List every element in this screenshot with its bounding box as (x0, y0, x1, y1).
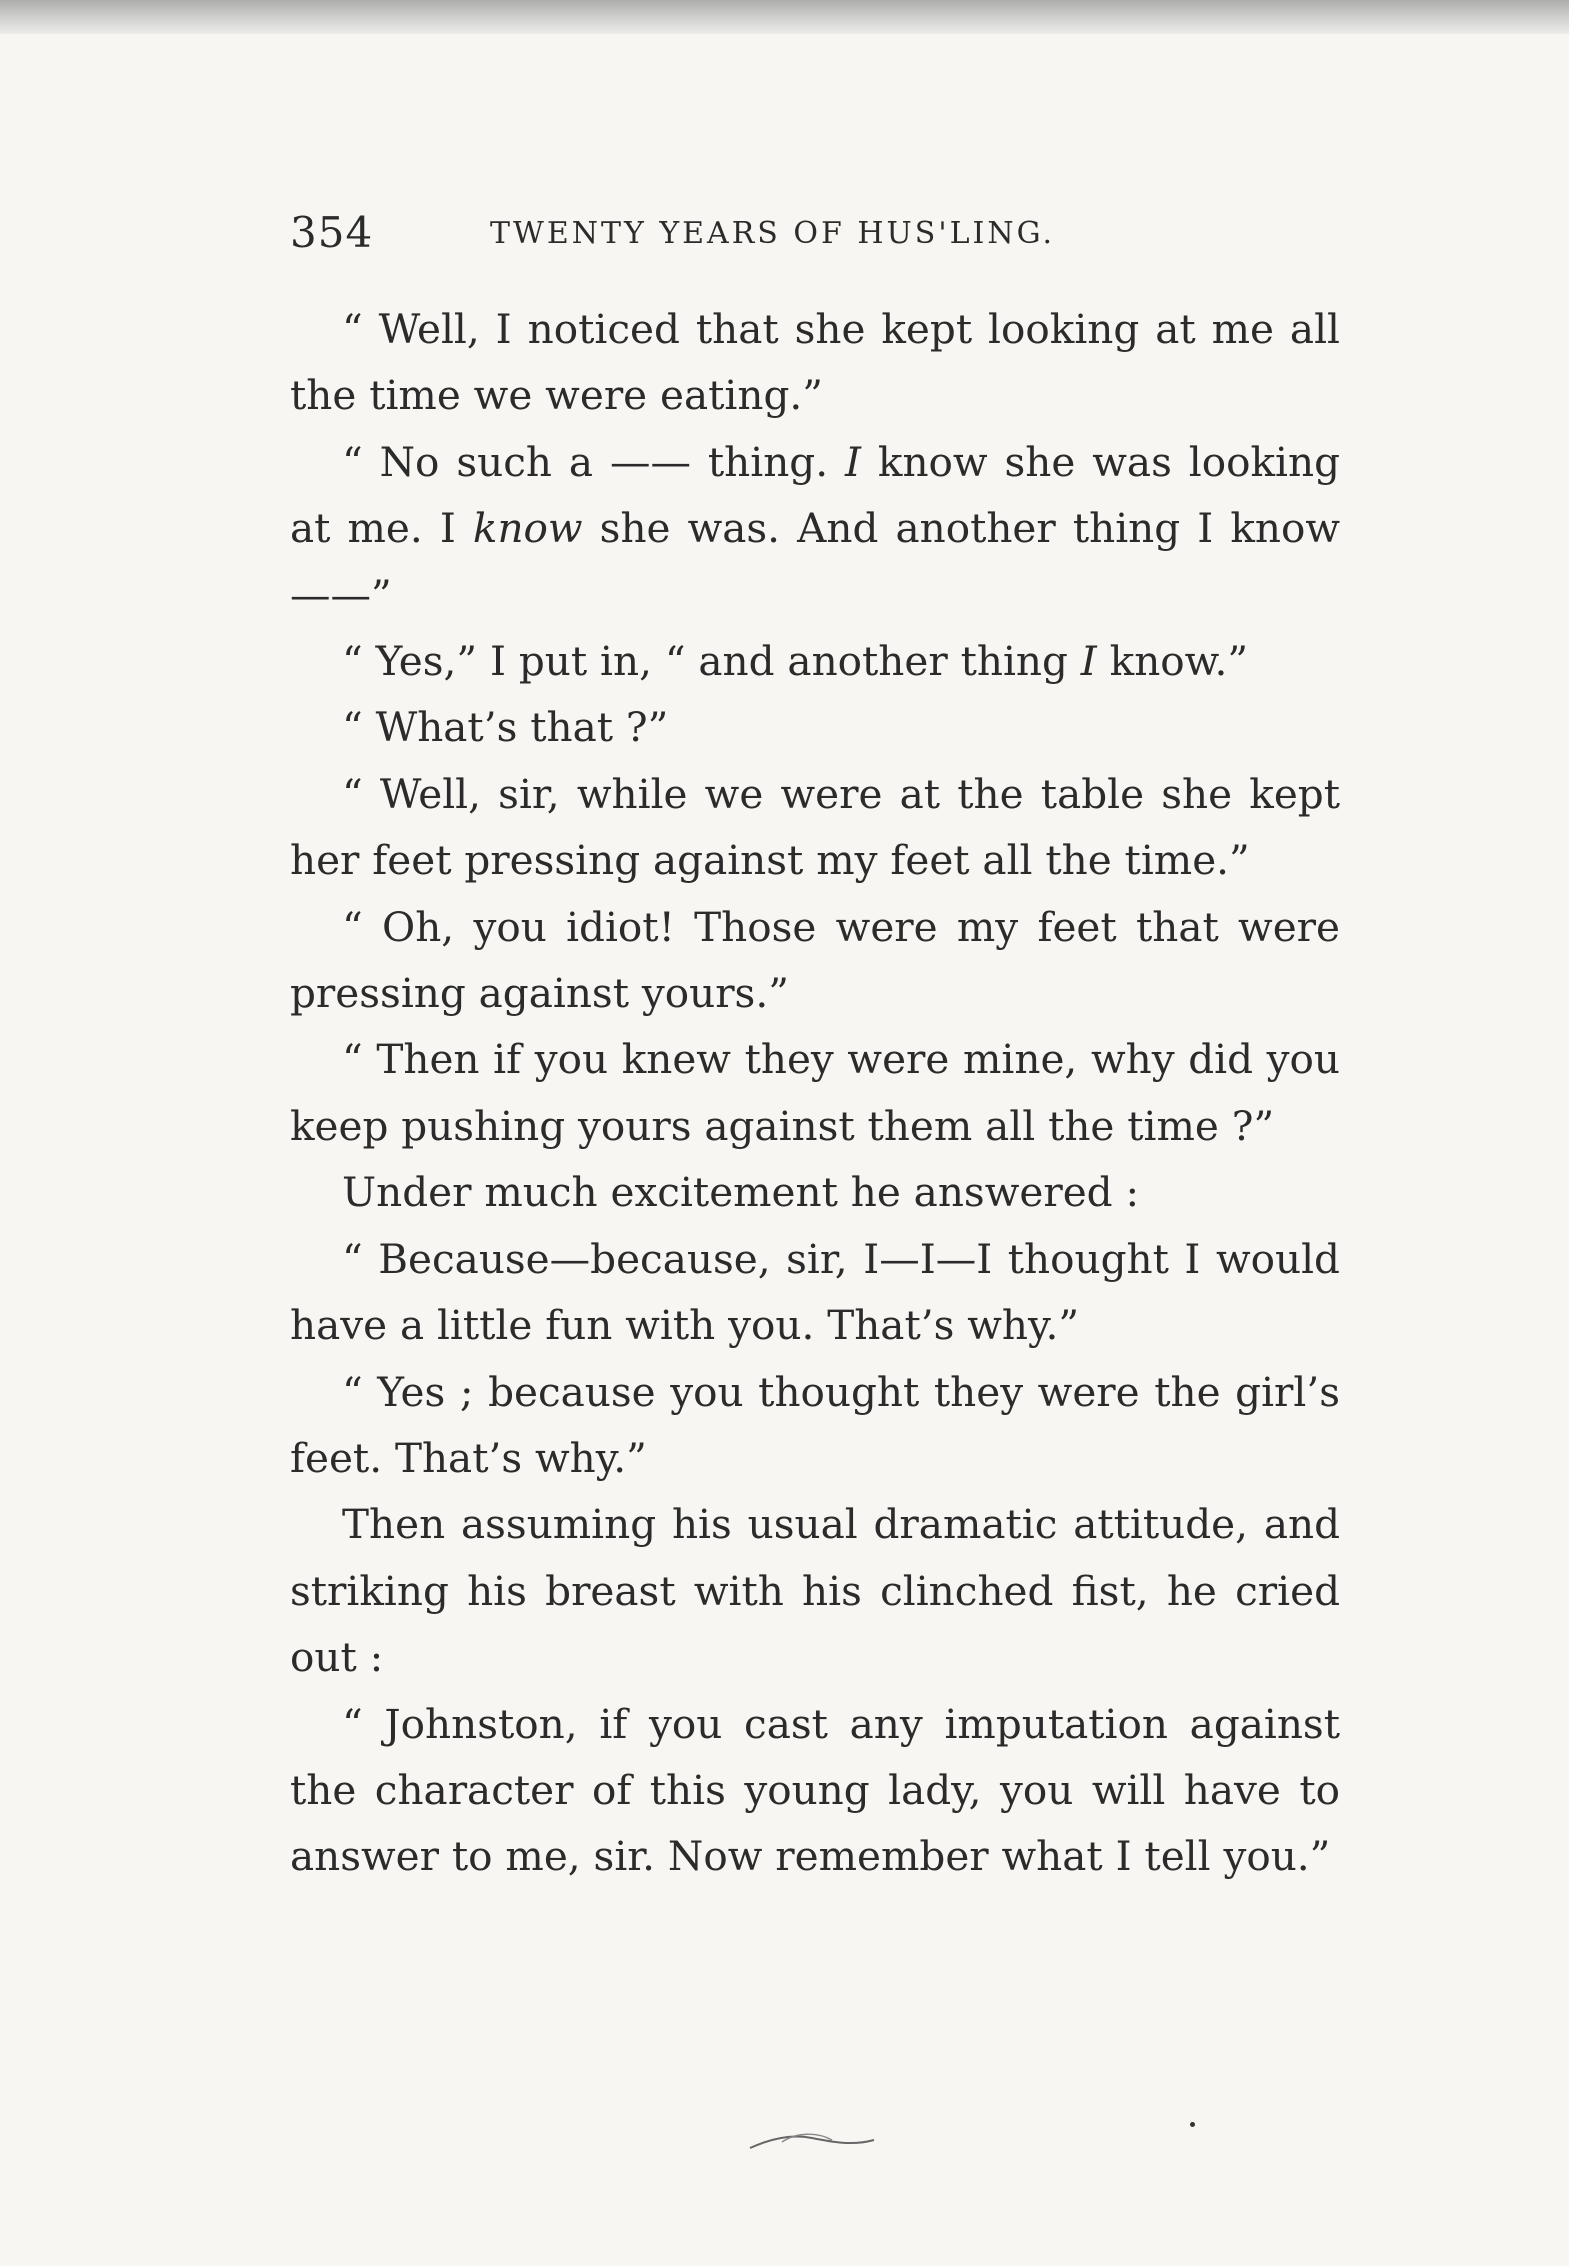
paragraph: Under much excitement he answered : (342, 1168, 1140, 1217)
paragraph: “ Yes ; because you thought they were the girl’s feet. That’s why.” (290, 1367, 1340, 1482)
paragraph: “ Well, I noticed that she kept looking at me all the time we were eating.” (290, 305, 1340, 420)
paragraph: “ Then if you knew they were mine, why did you keep pushing yours against them all the time ?” (290, 1035, 1340, 1150)
scan-top-edge (0, 0, 1569, 34)
page-number: 354 (290, 208, 374, 257)
paragraph: “ No such a —— thing. I know she was looking at me. I know she was. And another thing I know ——” (290, 437, 1340, 619)
ink-speck (1190, 2122, 1195, 2127)
paragraph: “ What’s that ?” (342, 703, 669, 752)
paragraph: Then assuming his usual dramatic attitude, and striking his breast with his clinched fist, he cried out : (290, 1500, 1340, 1682)
paragraph: “ Yes,” I put in, “ and another thing I know.” (342, 637, 1249, 686)
paragraph: “ Oh, you idiot! Those were my feet that were pressing against yours.” (290, 902, 1340, 1018)
ornament-flourish-icon (742, 2128, 882, 2154)
running-head: TWENTY YEARS OF HUS'LING. (490, 216, 1056, 251)
paragraph: “ Because—because, sir, I—I—I thought I would have a little fun with you. That’s why.” (290, 1234, 1340, 1350)
page-header (290, 208, 1340, 268)
body-text (290, 296, 1340, 1890)
paragraph: “ Well, sir, while we were at the table she kept her feet pressing against my feet all the time.” (290, 769, 1340, 885)
paragraph: “ Johnston, if you cast any imputation against the character of this young lady, you will have to answer to me, sir. Now remember what I tell you.” (290, 1699, 1340, 1881)
